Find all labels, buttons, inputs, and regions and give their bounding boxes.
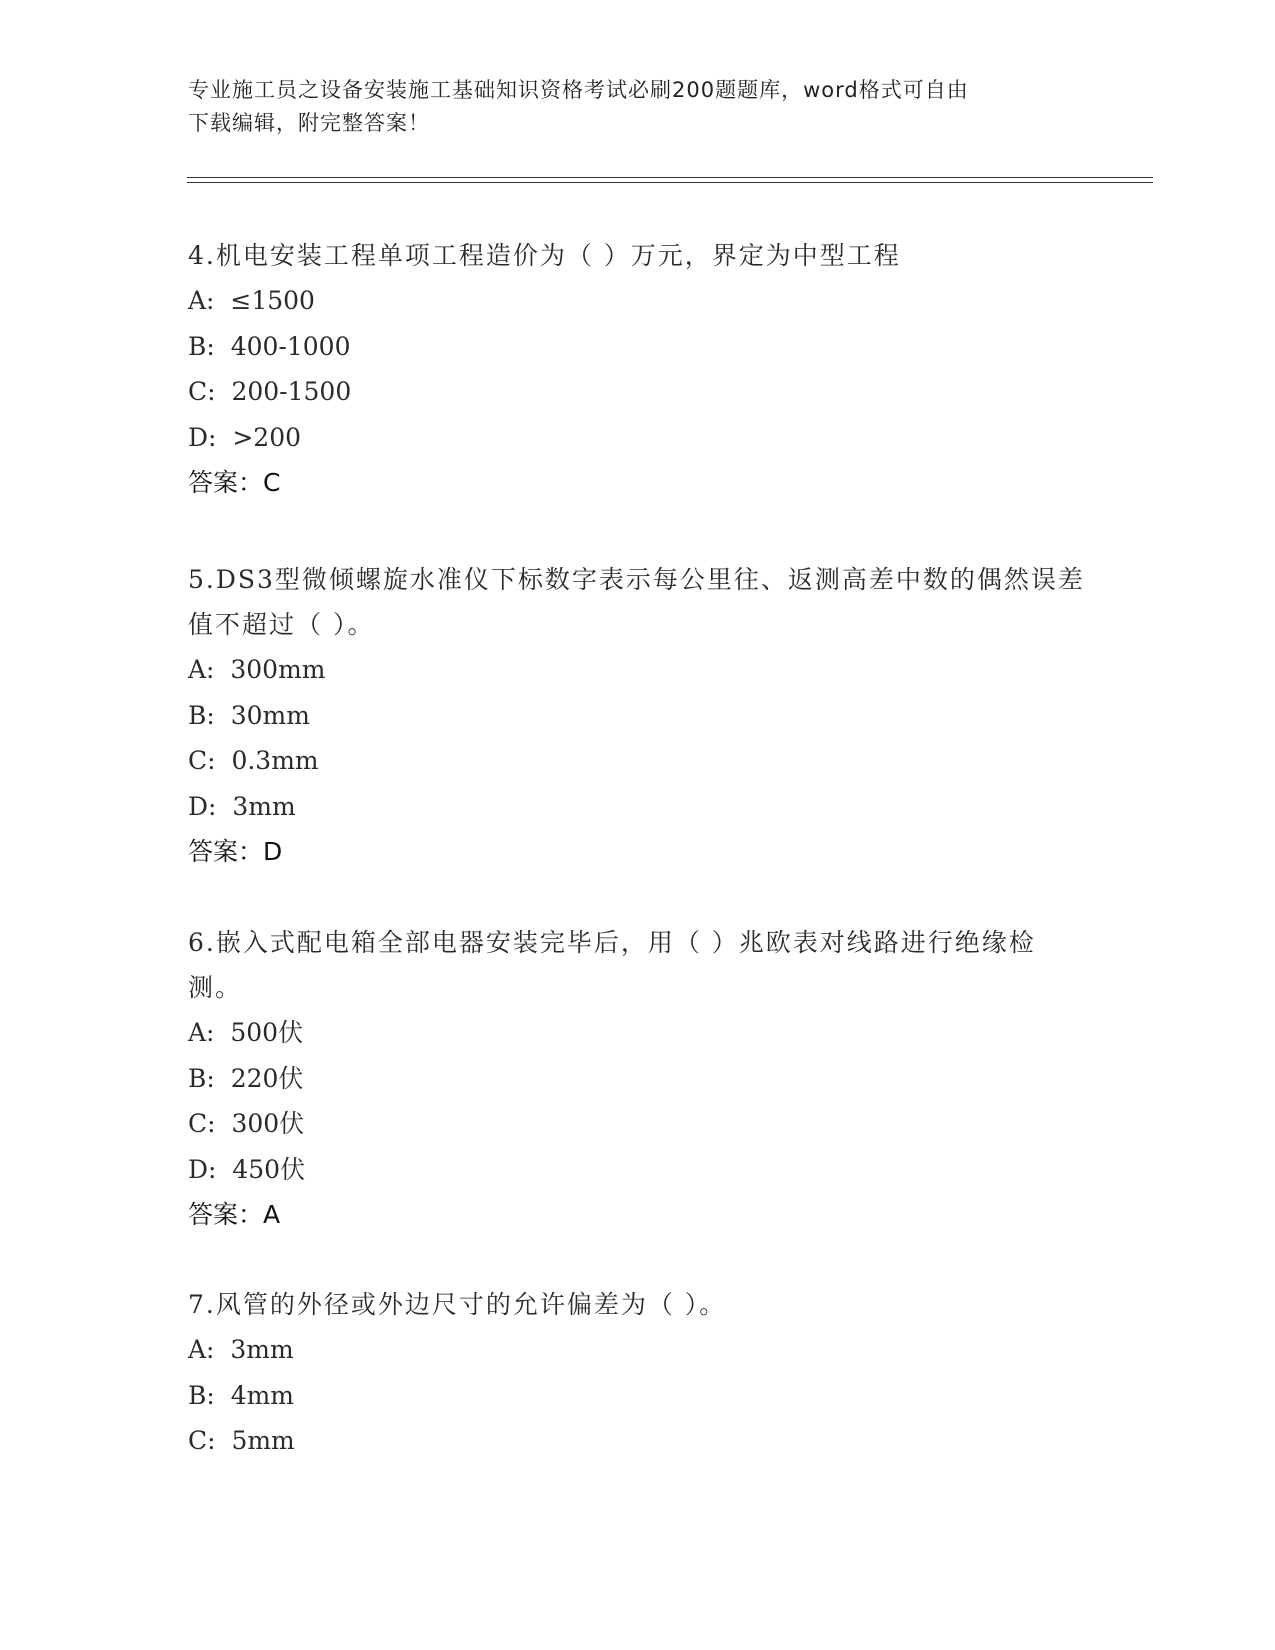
- option-d: D: >200: [188, 422, 302, 452]
- option-b: B: 220伏: [188, 1063, 304, 1093]
- header-divider-bottom: [187, 182, 1153, 183]
- option-d: D: 450伏: [188, 1154, 306, 1184]
- option-b: B: 30mm: [188, 700, 310, 730]
- option-a: A: 300mm: [188, 655, 326, 684]
- question-stem: 6.嵌入式配电箱全部电器安装完毕后，用（ ）兆欧表对线路进行绝缘检测。: [188, 928, 1036, 1002]
- question-4: [188, 233, 1088, 505]
- answer-line: 答案：C: [188, 468, 281, 497]
- option-c: C: 5mm: [188, 1426, 295, 1455]
- header-line-2: 下载编辑，附完整答案！: [188, 111, 430, 135]
- option-a: A: ≤1500: [188, 286, 315, 315]
- header-divider-top: [187, 177, 1153, 178]
- option-c: C: 300伏: [188, 1109, 305, 1138]
- document-header: [188, 74, 1088, 140]
- answer-line: 答案：A: [188, 1200, 281, 1229]
- answer-line: 答案：D: [188, 837, 283, 866]
- question-6: [188, 920, 1088, 1237]
- option-c: C: 200-1500: [188, 377, 352, 406]
- option-b: B: 400-1000: [188, 331, 351, 361]
- option-d: D: 3mm: [188, 791, 296, 821]
- question-stem: 7.风管的外径或外边尺寸的允许偏差为（ ）。: [188, 1290, 727, 1319]
- option-a: A: 500伏: [188, 1018, 304, 1047]
- option-a: A: 3mm: [188, 1335, 294, 1364]
- question-stem: 5.DS3型微倾螺旋水准仪下标数字表示每公里往、返测高差中数的偶然误差值不超过（ ）。: [188, 565, 1085, 639]
- option-b: B: 4mm: [188, 1380, 295, 1410]
- option-c: C: 0.3mm: [188, 746, 319, 775]
- question-stem: 4.机电安装工程单项工程造价为（ ）万元，界定为中型工程: [188, 241, 901, 270]
- question-5: [188, 557, 1088, 874]
- header-line-1: 专业施工员之设备安装施工基础知识资格考试必刷200题题库，word格式可自由: [188, 78, 969, 102]
- question-7: [188, 1282, 1088, 1464]
